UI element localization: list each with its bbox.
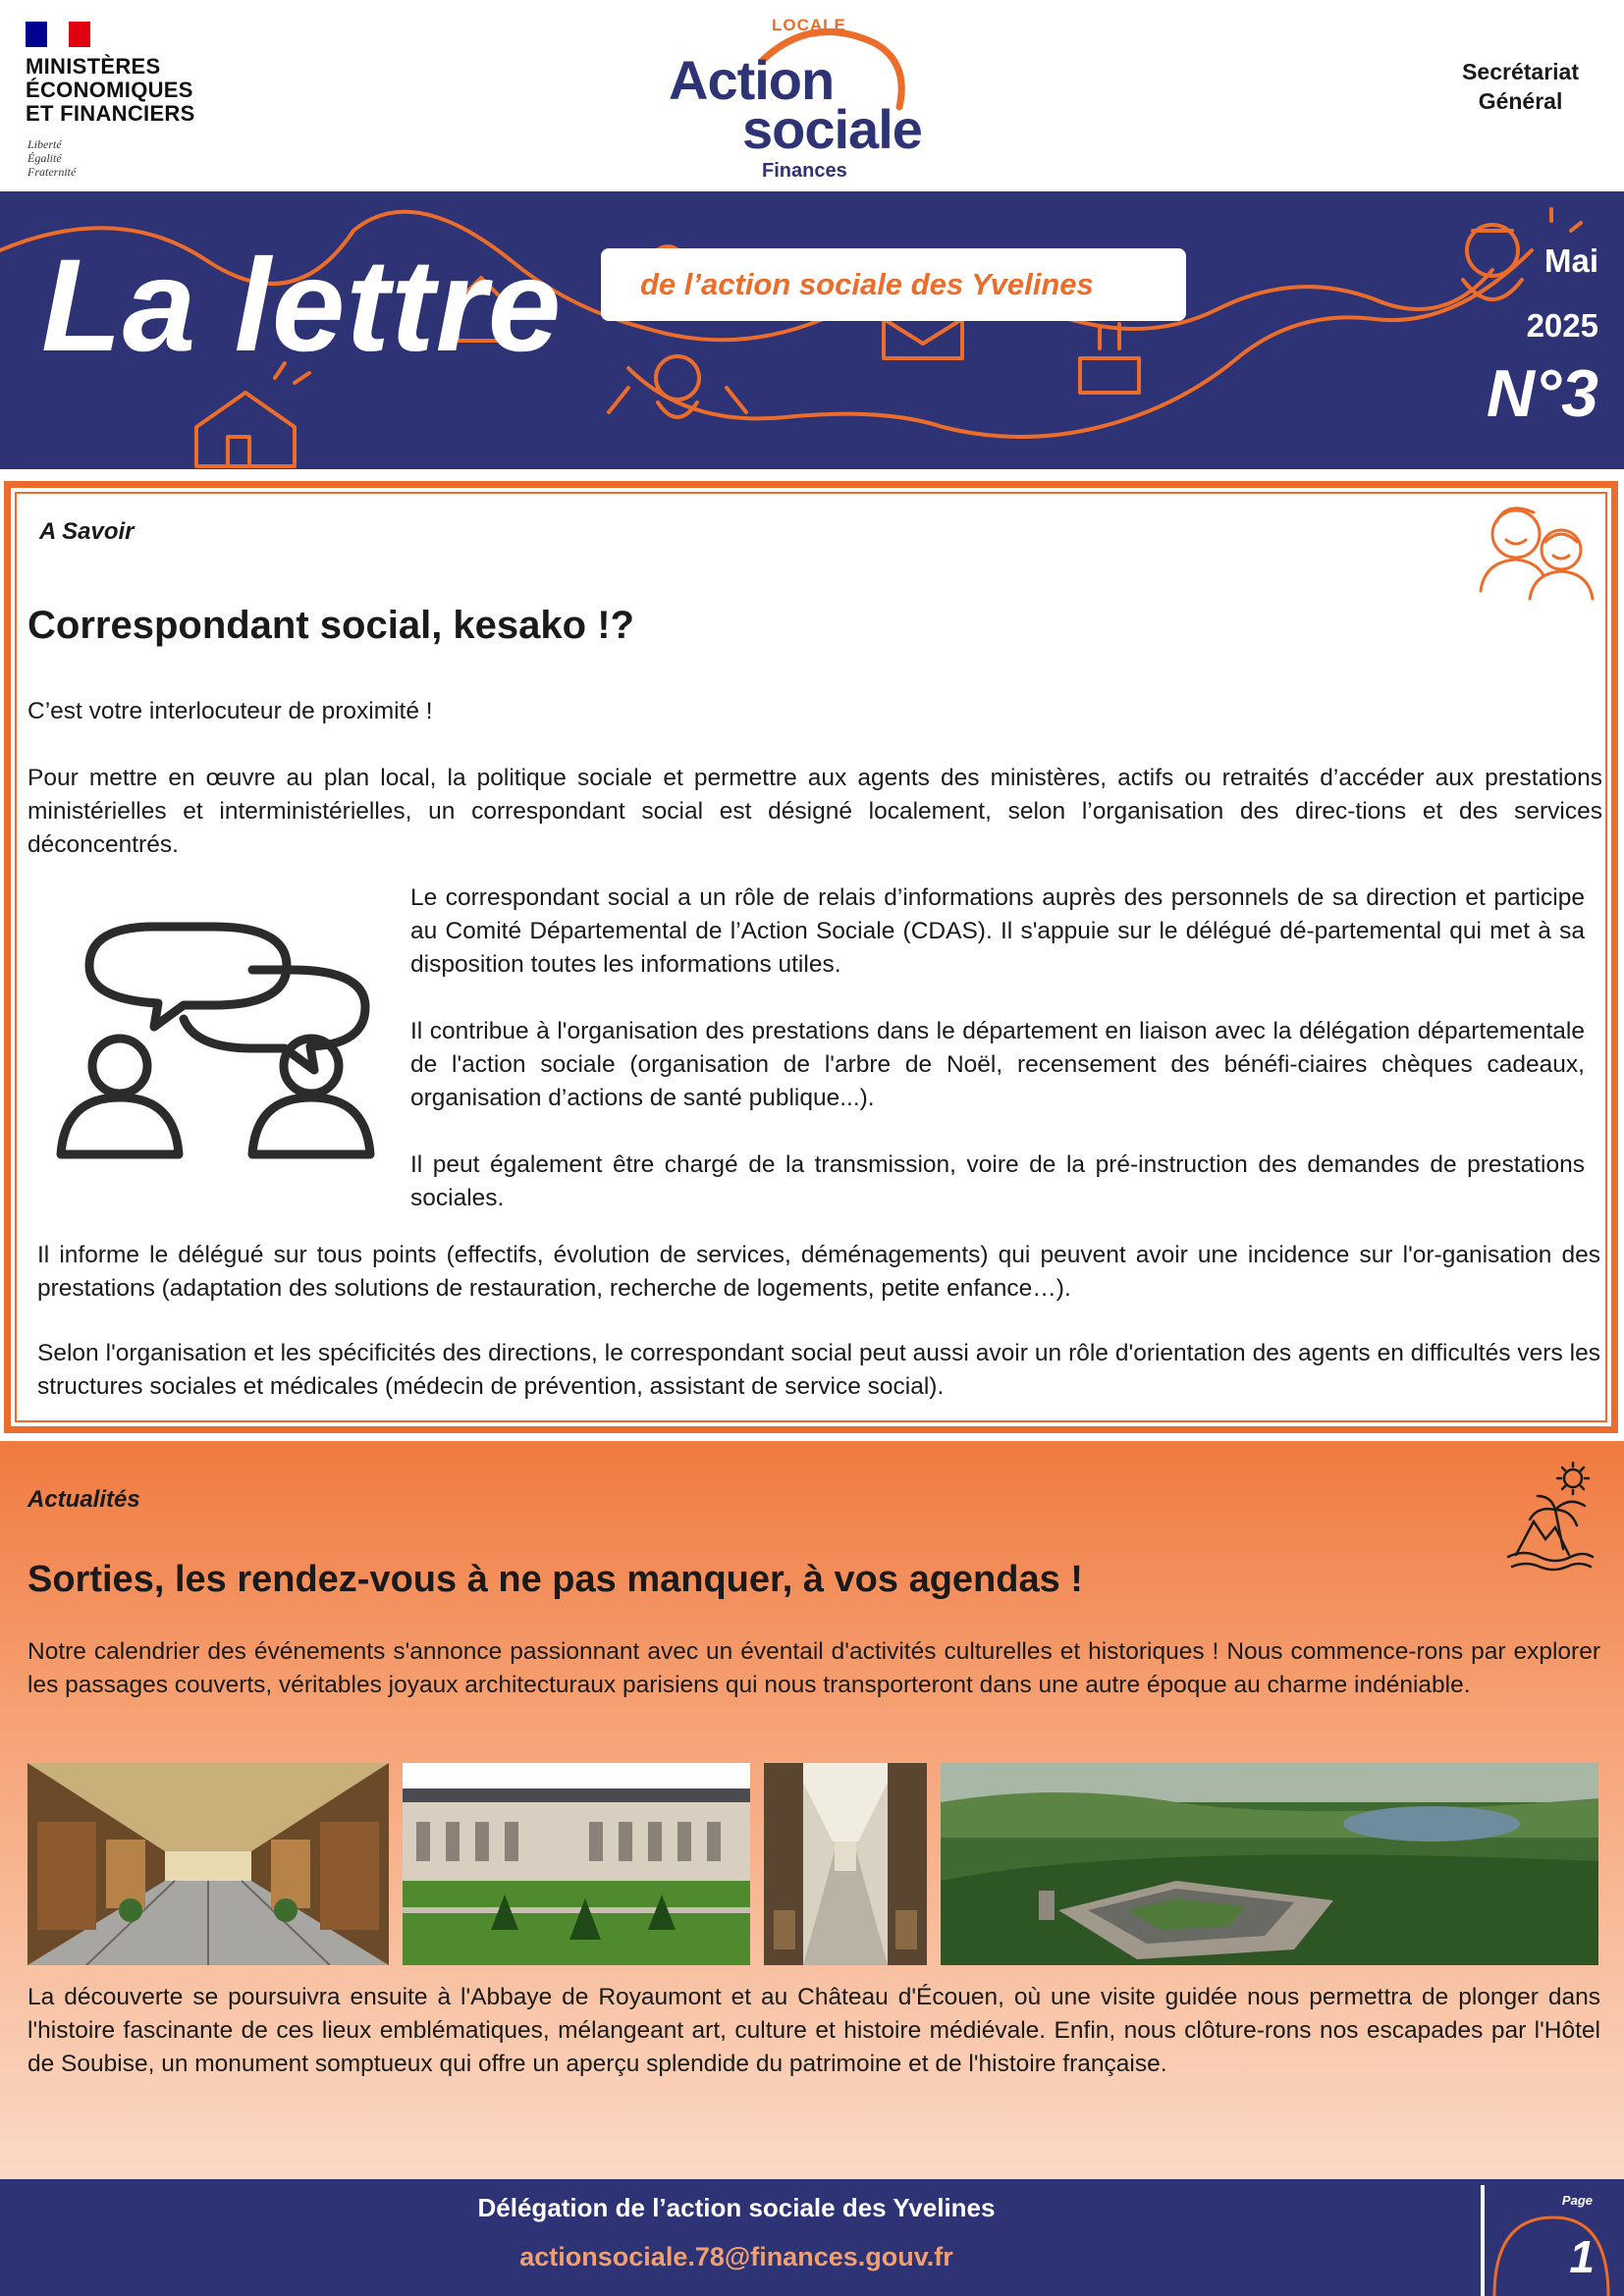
issue-year: 2025 [1526,307,1598,344]
a-savoir-paragraph-4: Il contribue à l'organisation des prestations dans le département en liaison avec la délégation départementale de l'action sociale (organisation de l'arbre de Noël, recensement des bénéfi-ciaires chèques cadeaux, organisation d’actions de santé publique...). [410,1018,1585,1111]
a-savoir-paragraph-5: Il peut également être chargé de la transmission, voire de la pré-instruction des demandes de prestations sociales. [410,1151,1585,1211]
page-header [0,0,1624,191]
abbaye-aerial-photo [941,1763,1598,1965]
republic-motto [27,137,76,179]
action-sociale-logo [664,14,948,181]
ministry-name [26,55,195,126]
logo-finances-text: Finances [762,160,847,182]
motto-line: Égalité [27,151,62,165]
issue-number: N°3 [1486,356,1598,431]
title-banner [0,191,1624,469]
page-number-box [1481,2185,1624,2296]
actualites-heading: Sorties, les rendez-vous à ne pas manquer, à vos agendas ! [27,1559,1083,1600]
french-flag-icon [26,22,90,47]
footer-organization: Délégation de l’action sociale des Yvelines [477,2193,996,2222]
conversation-icon [51,919,385,1164]
a-savoir-paragraph-1: C’est votre interlocuteur de proximité ! [27,698,433,724]
page-footer [0,2179,1624,2296]
galerie-couverte-photo [27,1763,389,1965]
a-savoir-tag: A Savoir [39,518,135,545]
a-savoir-paragraph-6: Il informe le délégué sur tous points (effectifs, évolution de services, déménagements) qui peuvent avoir une incidence sur l'or-ganisation des prestations (adaptation des solutions de restauration, recherche de logements, petite enfance…). [37,1242,1600,1302]
banner-title: La lettre [41,233,563,379]
logo-action-text: Action [669,49,835,111]
banner-subtitle: de l’action sociale des Yvelines [601,248,1186,321]
ministry-line: ÉCONOMIQUES [26,78,193,102]
logo-sociale-text: sociale [742,98,922,160]
page-number: 1 [1569,2231,1595,2282]
a-savoir-paragraph-7: Selon l'organisation et les spécificités des directions, le correspondant social peut aussi avoir un rôle d'orientation des agents en difficultés vers les structures sociales et médicales (médecin de prévention, assistant de service social). [37,1340,1600,1400]
logo-locale-text: LOCALE [772,16,846,34]
issue-month: Mai [1543,242,1598,279]
a-savoir-paragraph-2: Pour mettre en œuvre au plan local, la politique sociale et permettre aux agents des ministères, actifs ou retraités d’accéder aux prestations ministérielles et interministérielles, un correspondant social est désigné localement, selon l’organisation des direc-tions et des services déconcentrés. [27,765,1602,858]
passage-photo [764,1763,927,1965]
secretariat-line: Secrétariat [1462,59,1579,84]
ministry-line: MINISTÈRES [26,54,161,79]
issue-date [1527,229,1598,358]
two-people-icon [1467,493,1600,601]
secretariat-general [1462,57,1579,116]
actualites-paragraph-1: Notre calendrier des événements s'annonce passionnant avec un éventail d'activités culturelles et historiques ! Nous commence-rons par explorer les passages couverts, véritables joyaux architecturaux parisiens qui nous transporteront dans une autre époque au charme indéniable. [27,1638,1600,1698]
hotel-courtyard-photo [403,1763,750,1965]
actualites-tag: Actualités [27,1486,140,1513]
motto-line: Fraternité [27,165,77,179]
island-icon [1506,1461,1597,1575]
page-label: Page [1561,2193,1593,2208]
a-savoir-paragraph-3: Le correspondant social a un rôle de relais d’informations auprès des personnels de sa direction et participe au Comité Départemental de l’Action Sociale (CDAS). Il s'appuie sur le délégué dé-partemental qui met à sa disposition toutes les informations utiles. [410,884,1585,978]
a-savoir-heading: Correspondant social, kesako !? [27,604,634,647]
actualites-paragraph-2: La découverte se poursuivra ensuite à l'Abbaye de Royaumont et au Château d'Écouen, où une visite guidée nous permettra de plonger dans l'histoire fascinante de ces lieux emblématiques, mélangeant art, culture et histoire médiévale. Enfin, nous clôture-rons nos escapades par l'Hôtel de Soubise, un monument somptueux qui offre un aperçu splendide du patrimoine et de l'histoire française. [27,1984,1600,2077]
footer-email-link[interactable]: actionsociale.78@finances.gouv.fr [519,2242,953,2271]
secretariat-line: Général [1478,88,1563,114]
ministry-line: ET FINANCIERS [26,101,195,126]
page-arc-icon [1485,2185,1624,2296]
motto-line: Liberté [27,137,62,151]
